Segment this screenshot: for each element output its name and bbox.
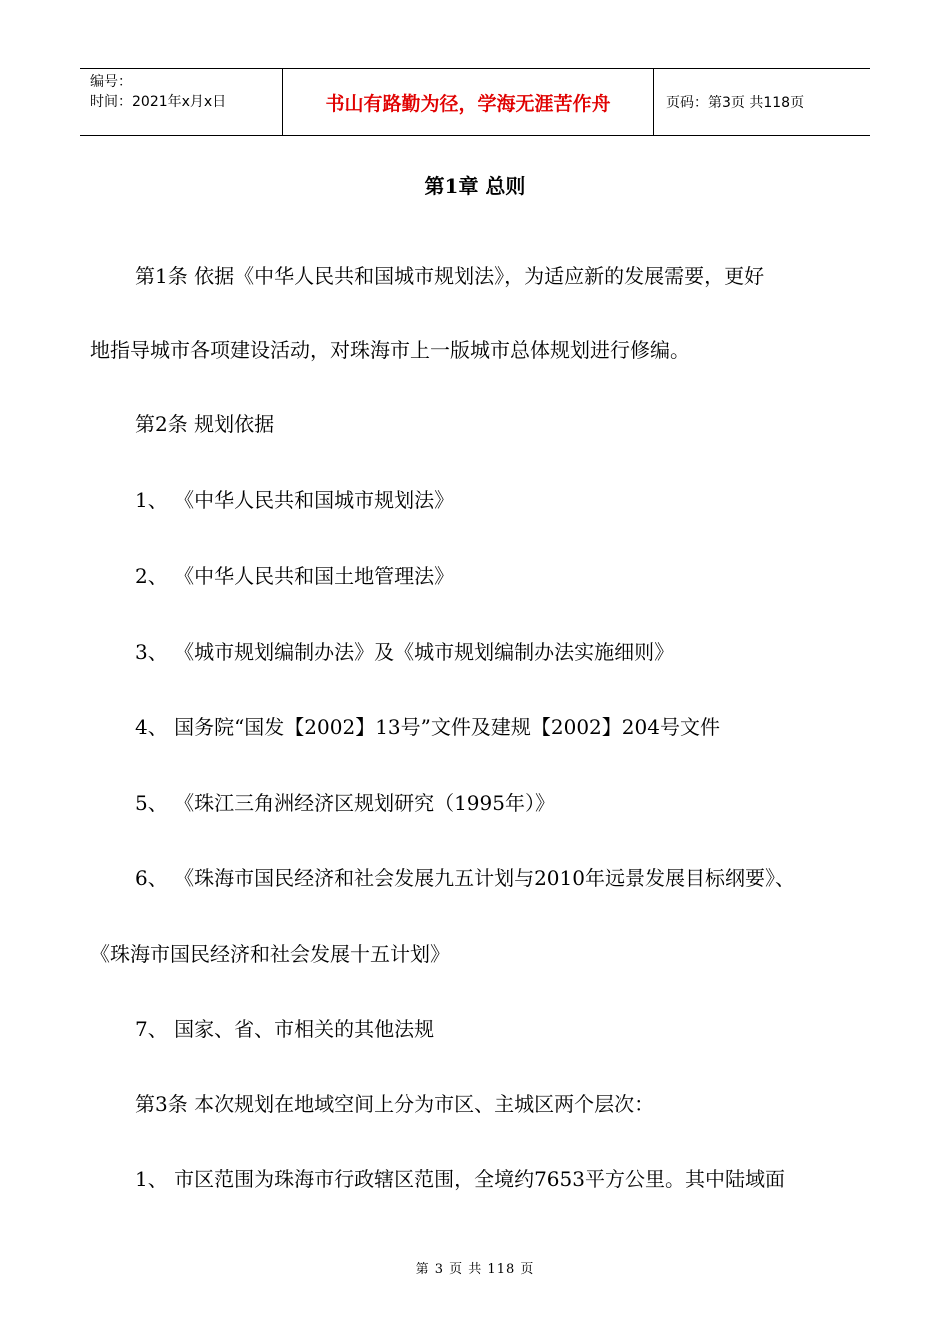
list-item: 3、 《城市规划编制办法》及《城市规划编制办法实施细则》 — [135, 640, 675, 664]
list-item: 6、 《珠海市国民经济和社会发展九五计划与2010年远景发展目标纲要》、 — [135, 866, 795, 890]
page-footer: 第 3 页 共 118 页 — [415, 1262, 535, 1277]
list-item: 4、 国务院“国发【2002】13号”文件及建规【2002】204号文件 — [135, 715, 720, 739]
list-item-continuation: 《珠海市国民经济和社会发展十五计划》 — [90, 942, 450, 966]
document-number-label: 编号： — [90, 74, 132, 90]
body-line: 第3条 本次规划在地域空间上分为市区、主城区两个层次： — [135, 1092, 655, 1116]
document-time-label: 时间：2021年x月x日 — [90, 94, 227, 110]
list-item: 7、 国家、省、市相关的其他法规 — [135, 1017, 435, 1041]
header-meta — [80, 69, 282, 135]
chapter-title: 第1章 总则 — [424, 174, 526, 198]
list-item: 1、 市区范围为珠海市行政辖区范围，全境约7653平方公里。其中陆域面 — [135, 1167, 785, 1191]
list-item: 2、 《中华人民共和国土地管理法》 — [135, 564, 455, 588]
list-item: 5、 《珠江三角洲经济区规划研究（1995年）》 — [135, 791, 555, 815]
body-line: 第1条 依据《中华人民共和国城市规划法》，为适应新的发展需要，更好 — [135, 264, 765, 288]
body-line: 第2条 规划依据 — [135, 412, 275, 436]
document-header — [80, 68, 870, 136]
header-motto: 书山有路勤为径，学海无涯苦作舟 — [282, 69, 654, 135]
header-page-info: 页码：第3页 共118页 — [666, 95, 805, 111]
list-item: 1、 《中华人民共和国城市规划法》 — [135, 488, 455, 512]
body-line: 地指导城市各项建设活动，对珠海市上一版城市总体规划进行修编。 — [90, 338, 690, 362]
